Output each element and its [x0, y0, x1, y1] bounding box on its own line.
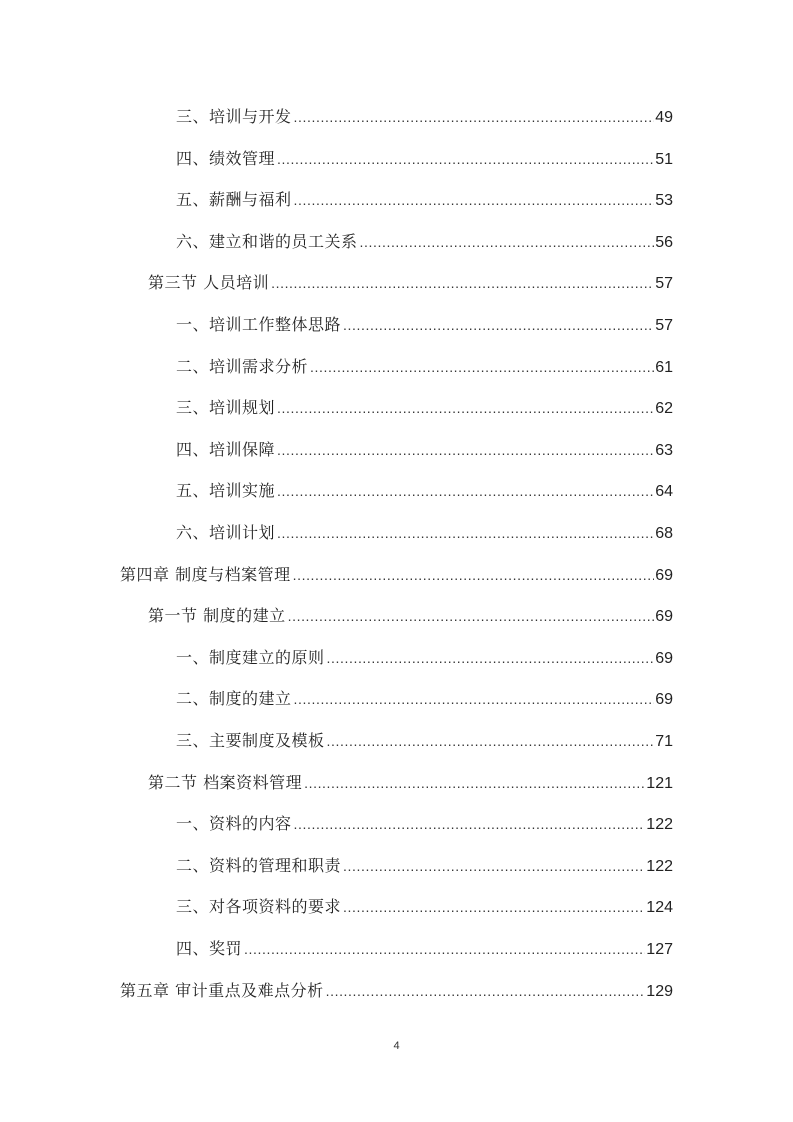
- toc-entry[interactable]: [148, 271, 673, 295]
- toc-entry-label: 四、培训保障: [176, 439, 276, 459]
- toc-entry-page: 57: [655, 275, 673, 293]
- dot-leader: [277, 479, 654, 503]
- toc-entry[interactable]: [176, 230, 673, 254]
- toc-entry-label: 三、培训规划: [176, 398, 276, 418]
- toc-entry-page: 61: [655, 358, 673, 376]
- toc-entry-label: 三、对各项资料的要求: [176, 897, 342, 917]
- toc-entry[interactable]: [176, 812, 673, 836]
- dot-leader: [360, 230, 655, 254]
- toc-entry-page: 68: [655, 525, 673, 542]
- toc-entry-page: 129: [646, 982, 673, 1000]
- toc-entry-label: 第一节 制度的建立: [148, 606, 286, 626]
- dot-leader: [294, 105, 655, 129]
- toc-entry-page: 71: [655, 733, 673, 750]
- toc-entry[interactable]: [176, 895, 673, 919]
- toc-entry-page: 69: [655, 691, 673, 709]
- toc-entry-label: 三、主要制度及模板: [176, 731, 325, 750]
- toc-entry-label: 六、建立和谐的员工关系: [176, 231, 358, 251]
- dot-leader: [343, 313, 654, 337]
- toc-entry-label: 四、奖罚: [176, 939, 243, 958]
- toc-entry[interactable]: [176, 147, 673, 171]
- toc-entry-label: 一、培训工作整体思路: [176, 315, 342, 334]
- dot-leader: [294, 812, 646, 836]
- toc-entry-page: 63: [655, 441, 673, 459]
- toc-entry-label: 二、培训需求分析: [176, 356, 309, 376]
- toc-entry-label: 第四章 制度与档案管理: [120, 564, 291, 584]
- toc-entry-label: 一、制度建立的原则: [176, 647, 325, 667]
- dot-leader: [277, 147, 654, 171]
- toc-entry[interactable]: [176, 729, 673, 753]
- dot-leader: [343, 854, 645, 878]
- toc-entry-page: 69: [655, 566, 673, 584]
- toc-entry-page: 64: [655, 483, 673, 501]
- toc-entry-page: 57: [655, 317, 673, 334]
- toc-entry-page: 127: [646, 941, 673, 958]
- toc-entry-page: 69: [655, 649, 673, 667]
- toc-entry-page: 51: [655, 150, 673, 168]
- toc-entry-label: 六、培训计划: [176, 523, 276, 542]
- toc-entry-label: 五、薪酬与福利: [176, 190, 292, 210]
- toc-entry-label: 四、绩效管理: [176, 148, 276, 168]
- toc-entry[interactable]: [120, 979, 673, 1003]
- toc-entry[interactable]: [176, 355, 673, 379]
- dot-leader: [310, 355, 654, 379]
- toc-entry-label: 第三节 人员培训: [148, 273, 270, 293]
- toc-entry-label: 第五章 审计重点及难点分析: [120, 980, 324, 1000]
- toc-entry-page: 53: [655, 192, 673, 210]
- dot-leader: [304, 771, 645, 795]
- toc-entry[interactable]: [176, 396, 673, 420]
- toc-entry-page: 69: [655, 608, 673, 626]
- toc-entry-label: 二、制度的建立: [176, 689, 292, 709]
- toc-entry[interactable]: [176, 438, 673, 462]
- page-number: 4: [393, 1040, 400, 1052]
- toc-entry[interactable]: [176, 687, 673, 711]
- toc-entry-page: 124: [646, 899, 673, 917]
- toc-entry-label: 五、培训实施: [176, 481, 276, 501]
- dot-leader: [294, 687, 655, 711]
- dot-leader: [288, 604, 655, 628]
- toc-entry-page: 62: [655, 400, 673, 418]
- toc-entry-label: 第二节 档案资料管理: [148, 772, 303, 792]
- dot-leader: [327, 646, 655, 670]
- dot-leader: [343, 895, 645, 919]
- toc-entry-page: 56: [655, 233, 673, 251]
- dot-leader: [277, 438, 654, 462]
- dot-leader: [277, 396, 654, 420]
- toc-entry[interactable]: [176, 521, 673, 545]
- toc-entry[interactable]: [120, 563, 673, 587]
- toc-entry[interactable]: [176, 479, 673, 503]
- toc-entry-page: 121: [646, 774, 673, 792]
- dot-leader: [271, 271, 654, 295]
- toc-entry[interactable]: [176, 937, 673, 961]
- dot-leader: [293, 563, 655, 587]
- dot-leader: [244, 937, 645, 961]
- dot-leader: [277, 521, 654, 545]
- toc-entry-page: 122: [646, 816, 673, 834]
- toc-entry[interactable]: [148, 771, 673, 795]
- toc-entry-page: 122: [646, 857, 673, 875]
- toc-entry[interactable]: [176, 854, 673, 878]
- toc-entry[interactable]: [148, 604, 673, 628]
- toc-entry-label: 二、资料的管理和职责: [176, 855, 342, 875]
- toc-entry-label: 一、资料的内容: [176, 814, 292, 834]
- toc-entry[interactable]: [176, 105, 673, 129]
- dot-leader: [327, 729, 655, 753]
- dot-leader: [326, 979, 646, 1003]
- toc-entry[interactable]: [176, 646, 673, 670]
- toc-entry[interactable]: [176, 313, 673, 337]
- toc-entry[interactable]: [176, 188, 673, 212]
- toc-entry-page: 49: [655, 109, 673, 126]
- toc-entry-label: 三、培训与开发: [176, 107, 292, 126]
- dot-leader: [294, 188, 655, 212]
